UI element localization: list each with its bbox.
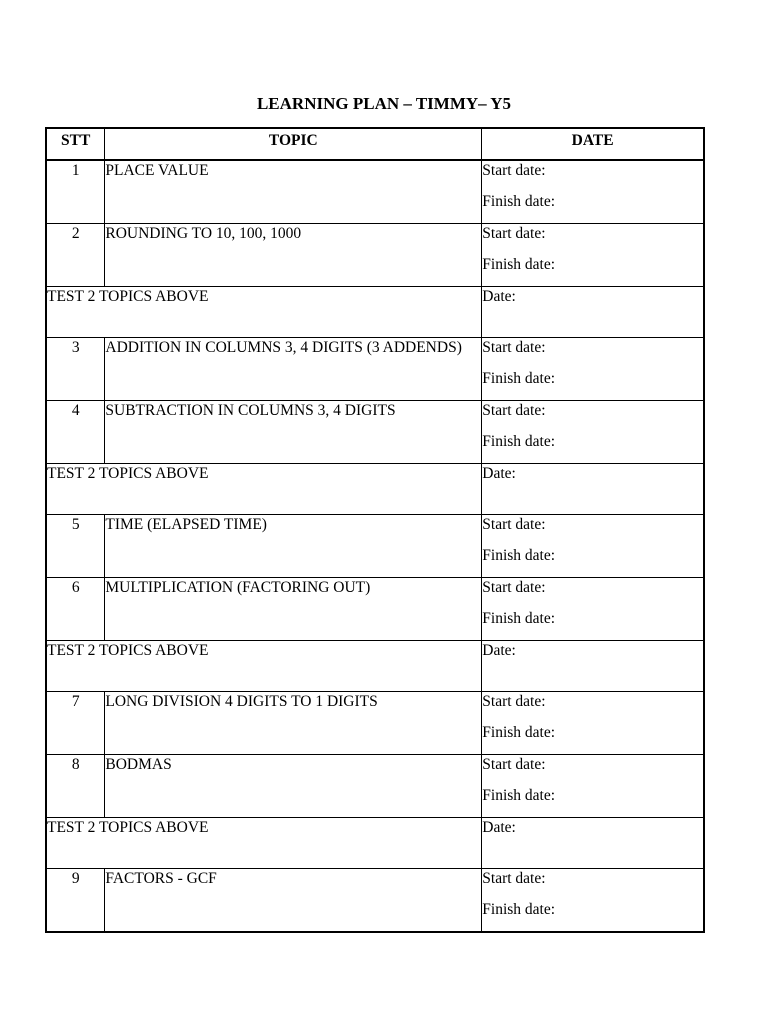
finish-date-label: Finish date:: [482, 547, 556, 564]
start-date-label: Start date:: [482, 516, 546, 533]
start-date-label: Start date:: [482, 402, 546, 419]
test-label: TEST 2 TOPICS ABOVE: [46, 464, 482, 515]
row-number: 8: [46, 755, 105, 818]
row-number: 6: [46, 578, 105, 641]
table-row: [46, 338, 704, 401]
row-number: 1: [46, 160, 105, 224]
row-dates: [482, 869, 704, 933]
start-date-label: Start date:: [482, 339, 546, 356]
row-topic: ADDITION IN COLUMNS 3, 4 DIGITS (3 ADDENDS): [105, 338, 482, 401]
table-row: [46, 401, 704, 464]
start-date-label: Start date:: [482, 579, 546, 596]
test-date-label: Date:: [482, 818, 704, 869]
row-topic: SUBTRACTION IN COLUMNS 3, 4 DIGITS: [105, 401, 482, 464]
test-row: [46, 287, 704, 338]
finish-date-label: Finish date:: [482, 256, 556, 273]
start-date-label: Start date:: [482, 870, 546, 887]
header-topic: TOPIC: [105, 128, 482, 160]
row-dates: [482, 692, 704, 755]
row-dates: [482, 515, 704, 578]
test-label: TEST 2 TOPICS ABOVE: [46, 287, 482, 338]
row-dates: [482, 160, 704, 224]
finish-date-label: Finish date:: [482, 370, 556, 387]
start-date-label: Start date:: [482, 756, 546, 773]
table-row: [46, 515, 704, 578]
table-row: [46, 160, 704, 224]
test-label: TEST 2 TOPICS ABOVE: [46, 641, 482, 692]
row-dates: [482, 338, 704, 401]
row-topic: LONG DIVISION 4 DIGITS TO 1 DIGITS: [105, 692, 482, 755]
row-number: 5: [46, 515, 105, 578]
start-date-label: Start date:: [482, 162, 546, 179]
finish-date-label: Finish date:: [482, 193, 556, 210]
table-row: [46, 869, 704, 933]
start-date-label: Start date:: [482, 693, 546, 710]
finish-date-label: Finish date:: [482, 433, 556, 450]
row-number: 2: [46, 224, 105, 287]
start-date-label: Start date:: [482, 225, 546, 242]
row-topic: TIME (ELAPSED TIME): [105, 515, 482, 578]
row-number: 9: [46, 869, 105, 933]
test-date-label: Date:: [482, 287, 704, 338]
table-row: [46, 755, 704, 818]
page-title: LEARNING PLAN – TIMMY– Y5: [256, 94, 512, 113]
test-row: [46, 641, 704, 692]
test-date-label: Date:: [482, 464, 704, 515]
header-stt: STT: [46, 128, 105, 160]
row-topic: FACTORS - GCF: [105, 869, 482, 933]
table-row: [46, 692, 704, 755]
table-row: [46, 578, 704, 641]
row-number: 7: [46, 692, 105, 755]
table-body: [46, 160, 704, 932]
row-topic: PLACE VALUE: [105, 160, 482, 224]
row-dates: [482, 755, 704, 818]
table-row: [46, 224, 704, 287]
row-dates: [482, 578, 704, 641]
test-row: [46, 464, 704, 515]
table-header-row: [46, 128, 704, 160]
row-number: 3: [46, 338, 105, 401]
test-date-label: Date:: [482, 641, 704, 692]
row-topic: MULTIPLICATION (FACTORING OUT): [105, 578, 482, 641]
header-date: DATE: [482, 128, 704, 160]
row-dates: [482, 224, 704, 287]
row-number: 4: [46, 401, 105, 464]
finish-date-label: Finish date:: [482, 724, 556, 741]
finish-date-label: Finish date:: [482, 787, 556, 804]
finish-date-label: Finish date:: [482, 901, 556, 918]
learning-plan-table: [45, 127, 705, 933]
test-row: [46, 818, 704, 869]
test-label: TEST 2 TOPICS ABOVE: [46, 818, 482, 869]
row-topic: BODMAS: [105, 755, 482, 818]
row-topic: ROUNDING TO 10, 100, 1000: [105, 224, 482, 287]
finish-date-label: Finish date:: [482, 610, 556, 627]
row-dates: [482, 401, 704, 464]
